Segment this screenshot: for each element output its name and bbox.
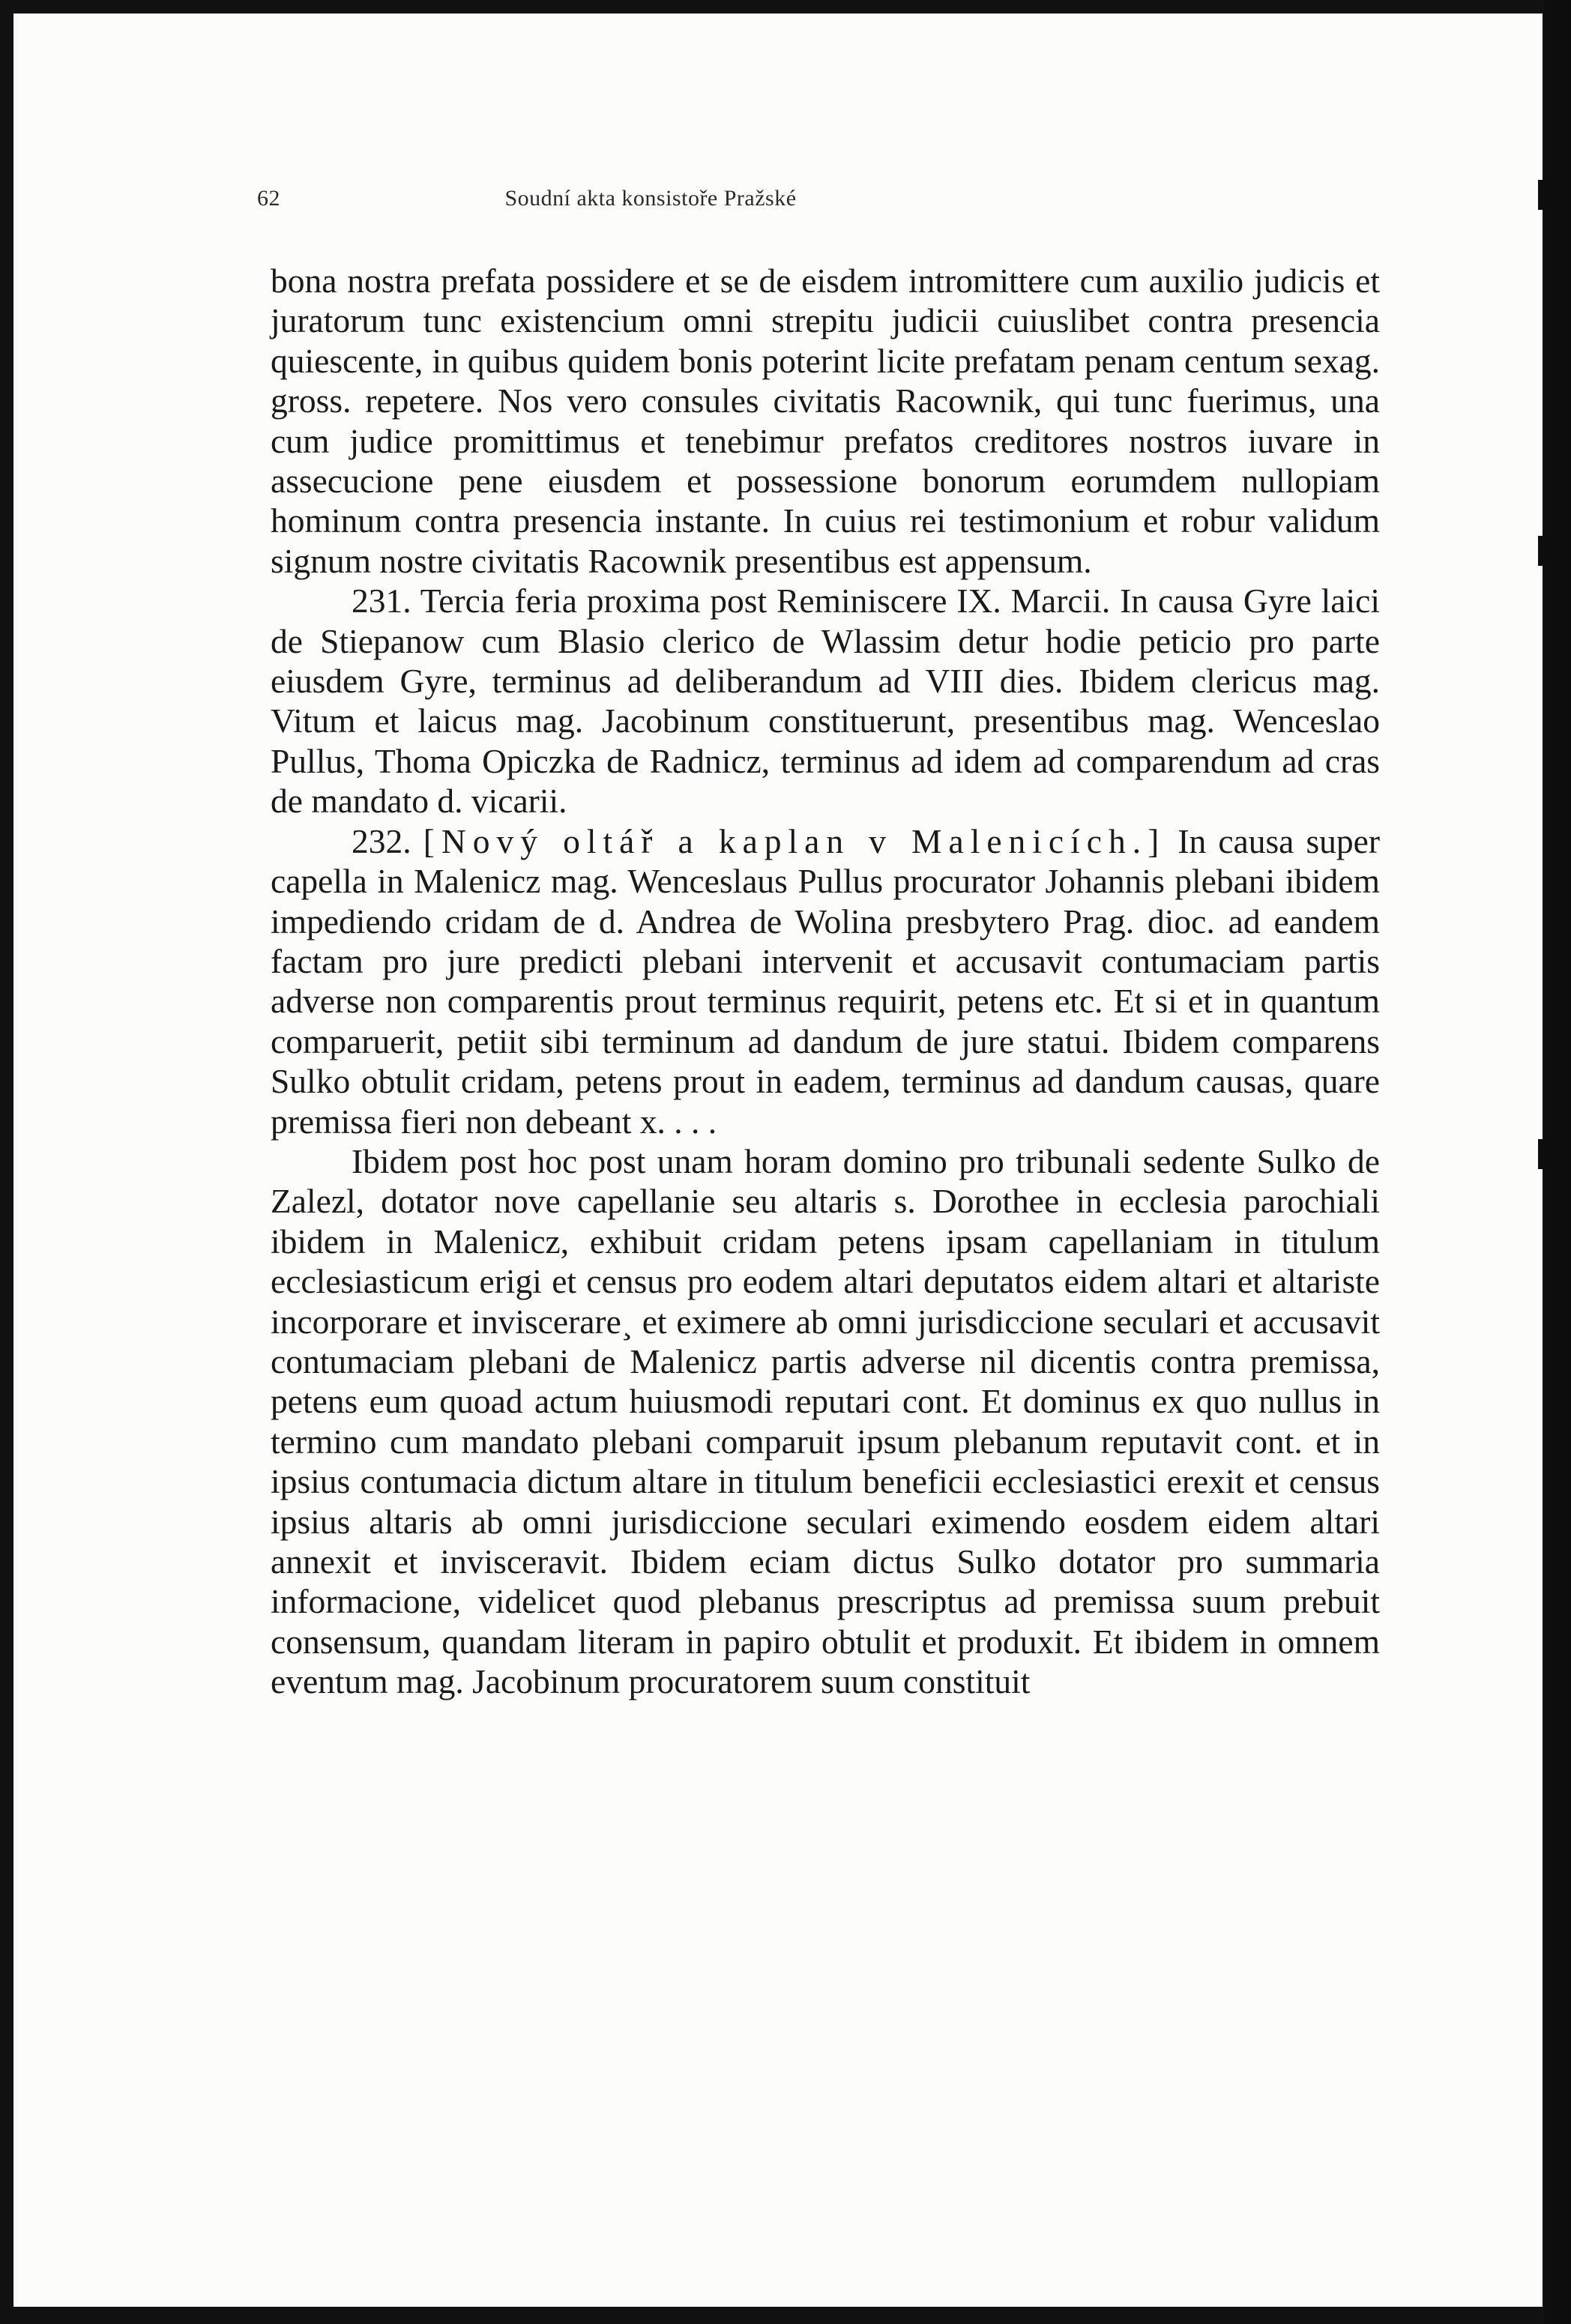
scan-edge-mark [1538, 1139, 1549, 1169]
entry-232 [271, 821, 1380, 1141]
body-text [271, 261, 1380, 1702]
scan-edge-mark [1538, 536, 1549, 566]
paragraph-continuation [271, 261, 1380, 581]
paragraph-indented [271, 1141, 1380, 1702]
entry-text: Tercia feria proxima post Reminiscere IX. Marcii. In causa Gyre laici de Stiepanow cum Blasio clerico de Wlassim detur hodie peticio pro parte eiusdem Gyre, terminus ad deliberandum ad VIII dies. Ibidem clericus mag. Vitum et laicus mag. Jacobinum constituerunt, presentibus mag. Wenceslao Pullus, Thoma Opiczka de Radnicz, terminus ad idem ad comparendum ad cras de mandato d. vicarii. [271, 582, 1380, 821]
entry-number: 231. [352, 582, 411, 621]
scan-edge-mark [1538, 180, 1549, 210]
paragraph-text: bona nostra prefata possidere et se de eisdem intromittere cum auxilio judicis et juratorum tunc existencium omni strepitu judicii cuiuslibet contra presencia quiescente, in quibus quidem bonis poterint licite prefatam penam centum sexag. gross. repetere. Nos vero consules civitatis Racownik, qui tunc fuerimus, una cum judice promittimus et tenebimur prefatos creditores nostros iuvare in assecucione pene eiusdem et possessione bonorum eorumdem nullopiam hominum contra presencia instante. In cuius rei testimonium et robur validum signum nostre civitatis Racownik presentibus est appensum. [271, 262, 1380, 580]
running-title: Soudní akta konsistoře Pražské [504, 186, 797, 211]
entry-number: 232. [352, 821, 411, 860]
entry-heading: [Nový oltář a kaplan v Malenicích.] [423, 821, 1166, 860]
page-scan [13, 13, 1543, 2307]
entry-text: In causa super capella in Malenicz mag. Wenceslaus Pullus procurator Johannis plebani ibidem impediendo cridam de d. Andrea de Wolina presbytero Prag. dioc. ad eandem factam pro jure predicti plebani intervenit et accusavit contumaciam partis adverse non comparentis prout terminus requirit, petens etc. Et si et in quantum comparuerit, petiit sibi terminum ad dandum de jure statui. Ibidem comparens Sulko obtulit cridam, petens prout in eadem, terminus ad dandum causas, quare premissa fieri non debeant x. . . . [271, 821, 1381, 1141]
entry-231 [271, 581, 1380, 821]
paragraph-text: Ibidem post hoc post unam horam domino pro tribunali sedente Sulko de Zalezl, dotator nove capellanie seu altaris s. Dorothee in ecclesia parochiali ibidem in Malenicz, exhibuit cridam petens ipsam capellaniam in titulum ecclesiasticum erigi et census pro eodem altari deputatos eidem altari et altariste incorporare et inviscerare¸ et eximere ab omni jurisdiccione seculari et accusavit contumaciam plebani de Malenicz partis adverse nil dicentis contra premissa, petens eum quoad actum huiusmodi reputari cont. Et dominus ex quo nullus in termino cum mandato plebani comparuit ipsum plebanum reputavit cont. et in ipsius contumacia dictum altare in titulum beneficii ecclesiastici erexit et census ipsius altaris ab omni jurisdiccione seculari eximendo eosdem eidem altari annexit et invisceravit. Ibidem eciam dictus Sulko dotator pro summaria informacione, videlicet quod plebanus prescriptus ad premissa suum prebuit consensum, quandam literam in papiro obtulit et produxit. Et ibidem in omnem eventum mag. Jacobinum procuratorem suum constituit [271, 1141, 1380, 1701]
page-number: 62 [257, 186, 280, 211]
